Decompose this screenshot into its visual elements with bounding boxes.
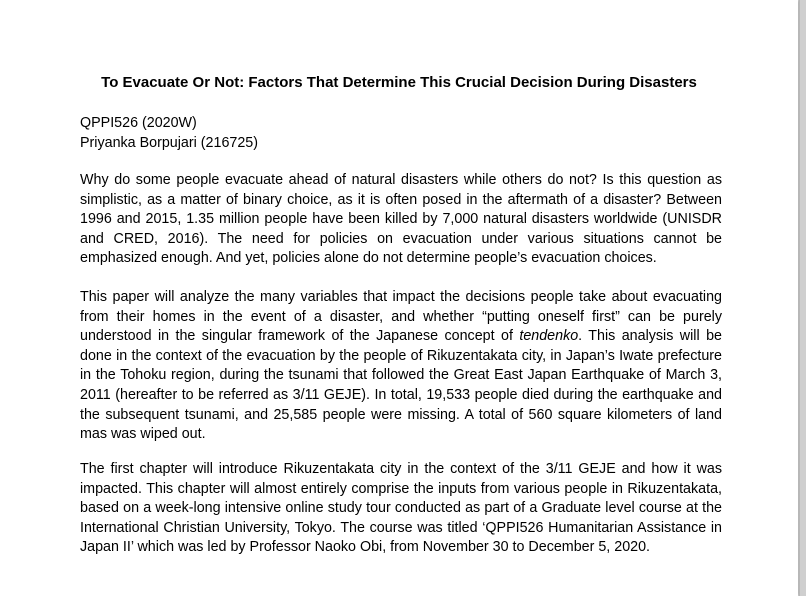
paragraph-intro: Why do some people evacuate ahead of natural disasters while others do not? Is this question as simplistic, as a matter of binary choice, as it is often posed in the aftermath of a disaster? Between 1996 and 2015, 1.35 million people have been killed by 7,000 natural disasters worldwide (UNISDR and CRED, 2016). The need for policies on evacuation under various situations cannot be emphasized enough. And yet, policies alone do not determine people’s evacuation choices. bbox=[80, 172, 722, 267]
paragraph-scope-text-end: . This analysis will be done in the context of the evacuation by the people of Rikuzentakata city, in Japan’s Iwate prefecture in the Tohoku region, during the tsunami that followed the Great East Japan Earthquake of March 3, 2011 (hereafter to be referred as 3/11 GEJE). In total, 19,533 people died during the earthquake and the subsequent tsunami, and 25,585 people were missing. A total of 560 square kilometers of land mas was wiped out. bbox=[80, 328, 722, 443]
paragraph-chapter-one: The first chapter will introduce Rikuzentakata city in the context of the 3/11 GEJE and how it was impacted. This chapter will almost entirely comprise the inputs from various people in Rikuzentakata, based on a week-long intensive online study tour conducted as part of a Graduate level course at the International Christian University, Tokyo. The course was titled ‘QPPI526 Humanitarian Assistance in Japan II’ which was led by Professor Naoko Obi, from November 30 to December 5, 2020. bbox=[80, 461, 722, 556]
author-line: Priyanka Borpujari (216725) bbox=[80, 135, 259, 151]
paragraph-scope-text-start: This paper will analyze the many variables that impact the decisions people take about evacuating from their homes in the event of a disaster, and whether “putting oneself first” can be purely understood in the singular framework of the Japanese concept of bbox=[80, 289, 722, 345]
document-meta bbox=[80, 113, 258, 153]
viewer-scrollbar[interactable] bbox=[799, 0, 806, 596]
document-title: To Evacuate Or Not: Factors That Determine This Crucial Decision During Disasters bbox=[101, 74, 697, 91]
term-tendenko: tendenko bbox=[519, 328, 579, 345]
course-code: QPPI526 (2020W) bbox=[80, 115, 197, 131]
paragraph-scope bbox=[80, 288, 722, 445]
